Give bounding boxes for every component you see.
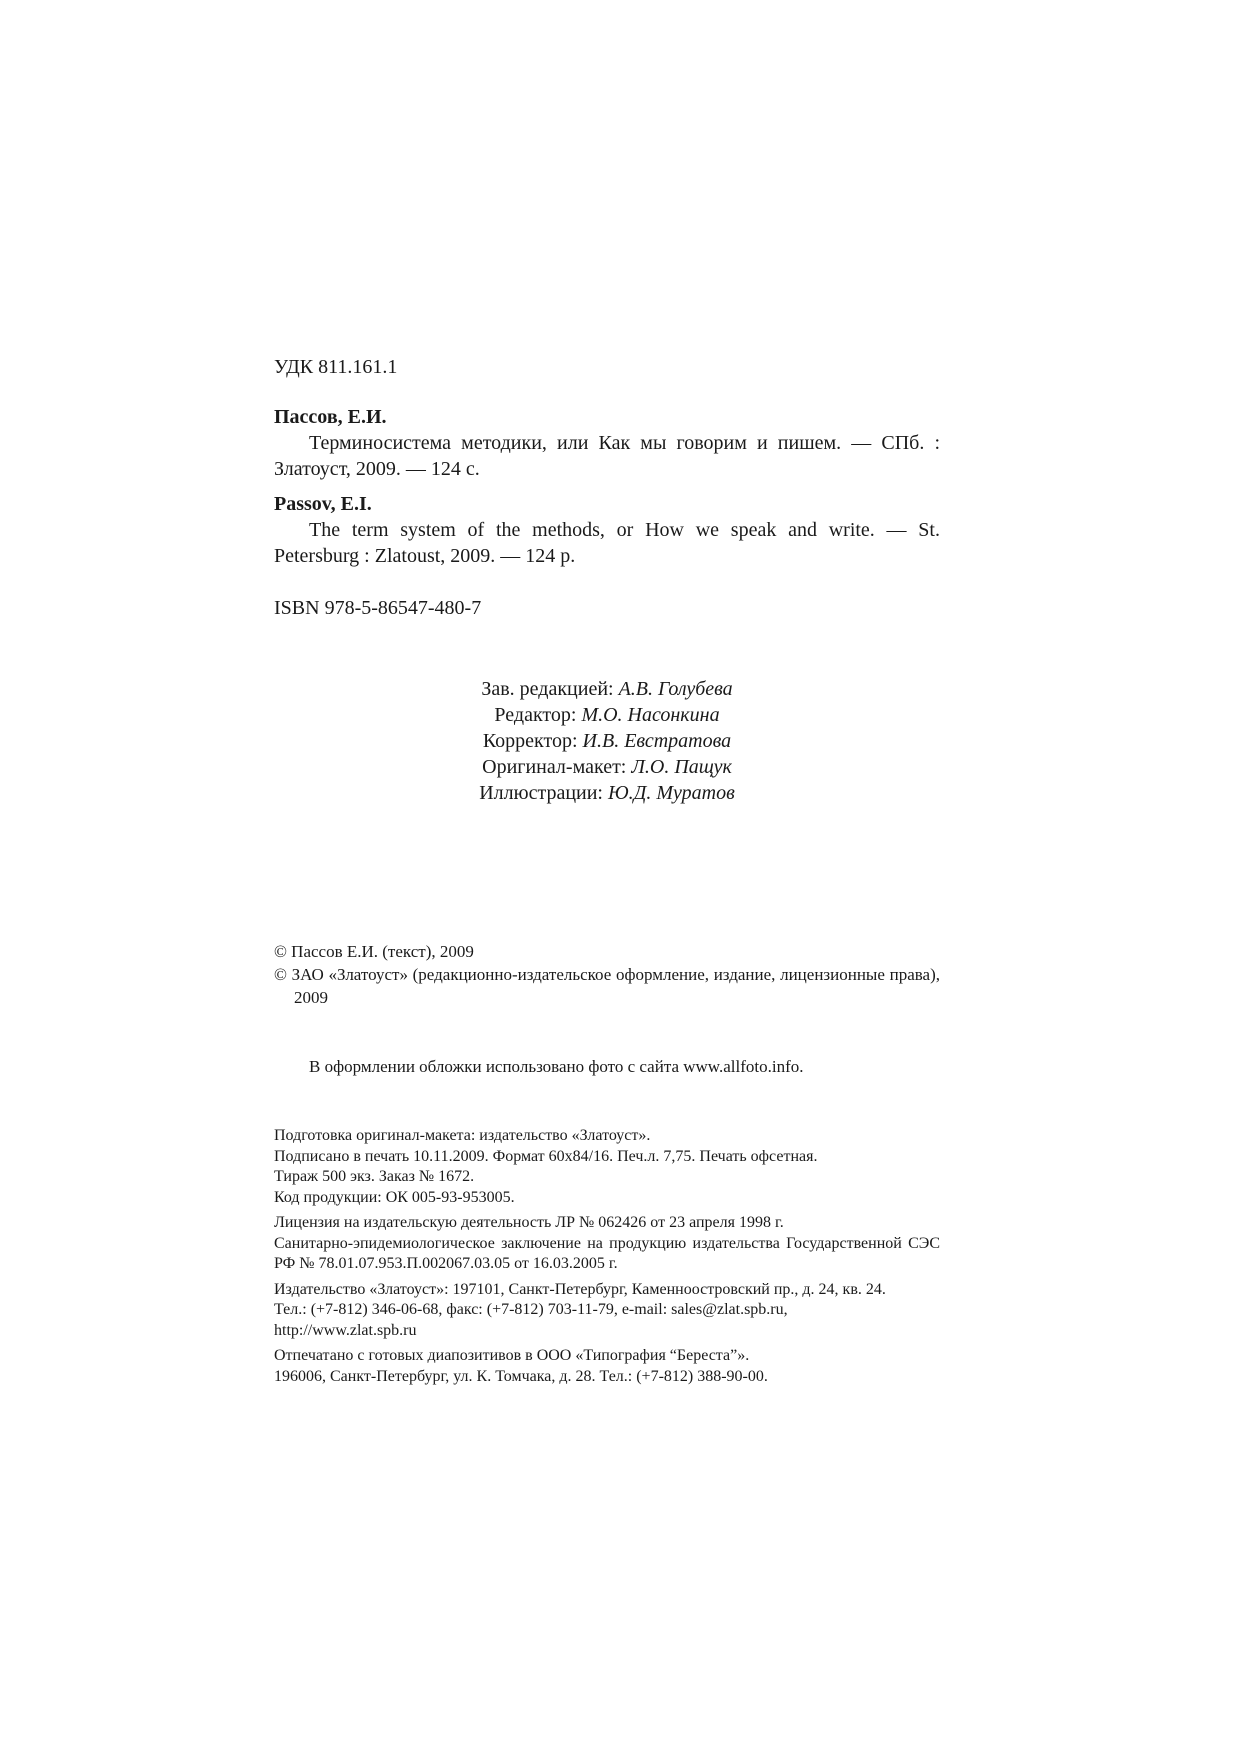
description-ru: Терминосистема методики, или Как мы говорим и пишем. — СПб. : Златоуст, 2009. — 124 с. [274, 432, 940, 480]
copyright-line: © Пассов Е.И. (текст), 2009 [274, 942, 474, 961]
credit-line [274, 676, 940, 702]
imprint-license: Лицензия на издательскую деятельность ЛР № 062426 от 23 апреля 1998 г. [274, 1214, 784, 1231]
credit-role: Редактор: [494, 704, 577, 726]
credit-line [274, 728, 940, 754]
cover-photo-note: В оформлении обложки использовано фото с сайта www.allfoto.info. [309, 1057, 804, 1076]
credits [274, 676, 940, 806]
imprint-publisher-address: Издательство «Златоуст»: 197101, Санкт-Петербург, Каменноостровский пр., д. 24, кв. 24. [274, 1280, 886, 1298]
imprint-code: Код продукции: ОК 005-93-953005. [274, 1188, 515, 1206]
credit-line [274, 754, 940, 780]
credit-name: Л.О. Пащук [631, 756, 732, 778]
credit-role: Корректор: [482, 730, 578, 752]
imprint-printer-address: 196006, Санкт-Петербург, ул. К. Томчака, д. 28. Тел.: (+7-812) 388-90-00. [274, 1367, 768, 1385]
credit-role: Оригинал-макет: [482, 756, 627, 778]
imprint-website: http://www.zlat.spb.ru [274, 1321, 417, 1339]
imprint-run: Тираж 500 экз. Заказ № 1672. [274, 1168, 475, 1185]
imprint-contacts: Тел.: (+7-812) 346-06-68, факс: (+7-812) 703-11-79, e-mail: sales@zlat.spb.ru, [274, 1301, 788, 1318]
udk-code: УДК 811.161.1 [274, 356, 398, 378]
bibliographic-entry-ru [274, 404, 940, 482]
credit-line [274, 702, 940, 728]
credit-role: Зав. редакцией: [481, 678, 614, 700]
credit-name: М.О. Насонкина [581, 704, 720, 726]
imprint [274, 1126, 940, 1387]
author-en: Passov, E.I. [274, 493, 372, 515]
credit-name: Ю.Д. Муратов [607, 782, 735, 804]
credit-name: И.В. Евстратова [582, 730, 732, 752]
imprint-prep: Подготовка оригинал-макета: издательство «Златоуст». [274, 1127, 651, 1144]
bibliographic-entry-en [274, 491, 940, 569]
credit-role: Иллюстрации: [479, 782, 603, 804]
imprint-printed: Отпечатано с готовых диапозитивов в ООО «Типография “Береста”». [274, 1347, 750, 1364]
credit-name: А.В. Голубева [618, 678, 733, 700]
author-ru: Пассов, Е.И. [274, 406, 387, 428]
imprint-sanitary: Санитарно-эпидемиологическое заключение на продукцию издательства Государственной СЭС РФ № 78.01.07.953.П.002067.03.05 от 16.03.2005 г. [274, 1234, 940, 1272]
credit-line [274, 780, 940, 806]
copyright-notices [274, 940, 940, 1009]
isbn: ISBN 978-5-86547-480-7 [274, 597, 482, 619]
imprint-signed: Подписано в печать 10.11.2009. Формат 60х84/16. Печ.л. 7,75. Печать офсетная. [274, 1147, 818, 1165]
copyright-line: © ЗАО «Златоуст» (редакционно-издательское оформление, издание, лицензионные права), 2009 [274, 965, 940, 1007]
description-en: The term system of the methods, or How we speak and write. — St. Petersburg : Zlatoust, 2009. — 124 p. [274, 519, 940, 567]
